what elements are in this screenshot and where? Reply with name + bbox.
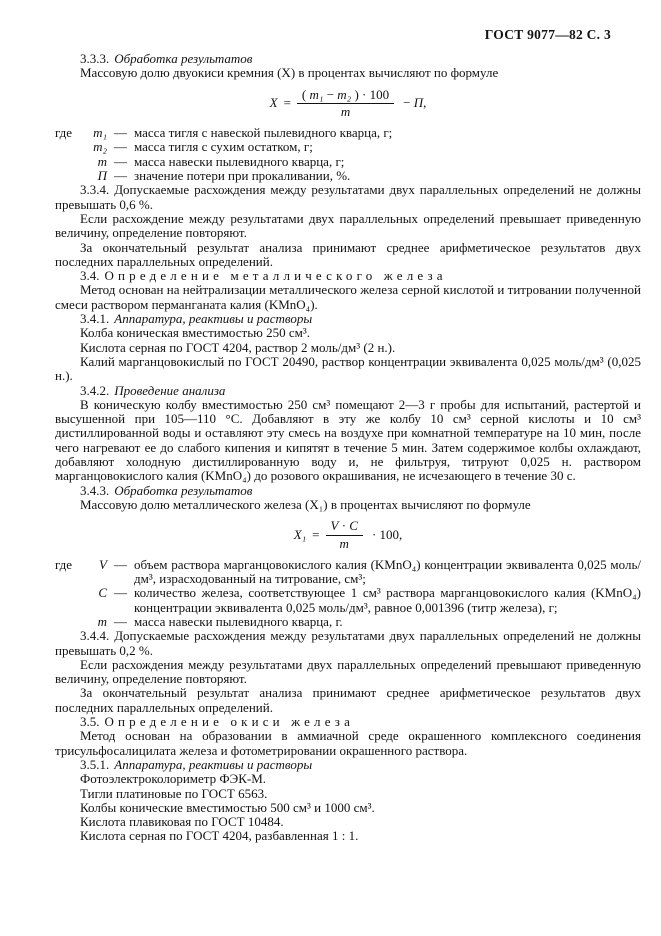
paragraph: Массовую долю двуокиси кремния (X) в процентах вычисляют по формуле [80, 65, 499, 81]
dash: — [114, 168, 127, 184]
document-body [55, 52, 641, 844]
equals-sign: = [283, 95, 291, 111]
definition-lead: где [55, 556, 73, 572]
definition-item [55, 615, 641, 629]
page-header [55, 27, 611, 43]
definition-list [55, 126, 641, 183]
formula-tail-part: · 100, [371, 526, 403, 542]
variable-symbol: m₁ [93, 125, 107, 141]
paragraph: 3.4.4. Допускаемые расхождения между результатами двух параллельных определений не должны превышать 0,2 %. [55, 628, 641, 658]
formula-expression [270, 88, 427, 120]
fraction-numerator-part: m₂ [337, 86, 352, 102]
clause-number: 3.4.1. [80, 311, 110, 327]
fraction-denominator [297, 103, 394, 119]
variable-symbol: C [98, 585, 107, 601]
variable-symbol: П [97, 168, 107, 184]
paragraph: 3.3.4. Допускаемые расхождения между результатами двух параллельных определений не должны превышать 0,6 %. [55, 182, 641, 212]
section-heading [55, 269, 641, 283]
clause-title: Обработка результатов [114, 482, 253, 498]
paragraph: Колбы конические вместимостью 500 см³ и 1000 см³. [80, 799, 375, 815]
fraction-numerator-part: V [330, 518, 339, 534]
clause-subheading [55, 384, 641, 398]
formula [55, 88, 641, 120]
clause-title: Обработка результатов [114, 51, 253, 66]
definition-text: количество железа, соответствующее 1 см³ раствора марганцовокислого калия (KMnO₄) концентрации эквивалента 0,025 моль/дм³, равное 0,001396 (титр железа), г; [134, 585, 641, 615]
definition-item [55, 126, 641, 140]
clause-subheading [55, 52, 641, 66]
fraction-numerator-part: ) · 100 [351, 86, 390, 102]
paragraph: Метод основан на образовании в аммиачной среде окрашенного комплексного соединения трисульфосалицилата железа и фотометрировании окрашенного раствора. [55, 728, 641, 758]
equals-sign: = [312, 526, 320, 542]
clause-title: Аппаратура, реактивы и растворы [114, 756, 313, 772]
variable-symbol: m₂ [93, 139, 107, 155]
paragraph: Фотоэлектроколориметр ФЭК-М. [80, 771, 267, 787]
formula-lhs-part: X₁ [293, 526, 307, 542]
fraction-numerator-part: C [349, 518, 358, 534]
definition-lead [55, 615, 84, 629]
paragraph: Кислота плавиковая по ГОСТ 10484. [80, 814, 284, 830]
fraction-denominator-part: m [339, 535, 349, 551]
dash: — [114, 139, 127, 155]
dash: — [114, 585, 127, 601]
formula-tail [403, 96, 426, 110]
dash: — [114, 556, 127, 572]
dash: — [114, 125, 127, 141]
formula-tail-part: − [403, 95, 414, 111]
definition-lead: где [55, 125, 73, 141]
paragraph: За окончательный результат анализа принимают среднее арифметическое результатов двух последних параллельных определений. [55, 685, 641, 715]
definition-lead [55, 155, 84, 169]
section-heading [55, 715, 641, 729]
paragraph: Если расхождение между результатами двух параллельных определений превышает приведенную величину, определение повторяют. [55, 210, 641, 241]
paragraph: Тигли платиновые по ГОСТ 6563. [80, 785, 268, 801]
definition-item [55, 586, 641, 615]
paragraph: Колба коническая вместимостью 250 см³. [80, 325, 310, 341]
fraction [326, 519, 363, 551]
formula-lhs-part: X [269, 95, 278, 111]
clause-number: 3.5.1. [80, 756, 110, 772]
fraction-numerator-part: m₁ [309, 86, 324, 102]
definition-item [55, 558, 641, 587]
section-title: Определение металлического железа [104, 268, 447, 284]
formula-tail [372, 528, 402, 542]
clause-title: Проведение анализа [114, 382, 226, 398]
definition-text: объем раствора марганцовокислого калия (KMnO₄) концентрации эквивалента 0,025 моль/дм³, израсходованный на титрование, см³; [134, 556, 641, 587]
section-number: 3.4. [80, 268, 100, 284]
formula-tail-part: П [413, 95, 424, 111]
clause-subheading [55, 758, 641, 772]
definition-text: масса навески пылевидного кварца, г; [134, 153, 345, 169]
fraction-numerator-part: ( [301, 86, 310, 102]
definition-item [55, 140, 641, 154]
dash: — [114, 153, 127, 169]
paragraph: В коническую колбу вместимостью 250 см³ помещают 2—3 г пробы для испытаний, растертой и высушенной при 105—110 °С. Добавляют в эту же колбу 10 см³ серной кислоты и 10 см³ дистиллированной воды и оставляют эту смесь на воздухе при комнатной температуре на 10 мин, после чего нагревают ее до слабого кипения и кипятят в течение 5 мин. Затем содержимое колбы охлаждают, добавляют холодную дистиллированную воду и, не фильтруя, титруют 0,025 н. раствором марганцовокислого калия (KMnO₄) до розового окрашивания, не исчезающего в течение 30 с. [55, 396, 641, 484]
section-title: Определение окиси железа [104, 714, 355, 730]
fraction-numerator [326, 519, 363, 534]
definition-lead [55, 586, 84, 615]
definition-text: масса тигля с навеской пылевидного кварца, г; [134, 125, 393, 141]
clause-number: 3.4.2. [80, 382, 110, 398]
definition-text: масса тигля с сухим остатком, г; [134, 139, 313, 155]
paragraph: Калий марганцовокислый по ГОСТ 20490, раствор концентрации эквивалента 0,025 моль/дм³ (0,025 н.). [55, 353, 641, 384]
header-standard-reference: ГОСТ 9077—82 С. 3 [484, 27, 611, 42]
definition-lead [55, 169, 84, 183]
section-number: 3.5. [80, 714, 100, 730]
formula [55, 519, 641, 551]
fraction-denominator-part: m [340, 103, 351, 119]
clause-title: Аппаратура, реактивы и растворы [114, 311, 313, 327]
clause-subheading [55, 484, 641, 498]
fraction-numerator [297, 88, 394, 103]
fraction-numerator-part: · [338, 518, 350, 534]
definition-text: масса навески пылевидного кварца, г. [134, 613, 343, 629]
paragraph: За окончательный результат анализа принимают среднее арифметическое результатов двух последних параллельных определений. [55, 239, 641, 269]
variable-symbol: m [97, 153, 107, 169]
clause-subheading [55, 312, 641, 326]
clause-number: 3.4.3. [80, 482, 110, 498]
definition-lead [55, 140, 84, 154]
fraction-numerator-part: − [323, 86, 338, 102]
definition-list [55, 558, 641, 629]
dash: — [114, 613, 127, 629]
fraction-denominator [326, 535, 363, 551]
variable-symbol: m [97, 613, 107, 629]
paragraph: Кислота серная по ГОСТ 4204, разбавленная 1 : 1. [80, 828, 359, 844]
formula-lhs [294, 528, 306, 542]
formula-lhs [270, 96, 278, 110]
paragraph: Кислота серная по ГОСТ 4204, раствор 2 моль/дм³ (2 н.). [80, 339, 396, 355]
paragraph: Метод основан на нейтрализации металлического железа серной кислотой и титровании полученной смеси раствором перманганата калия (KMnO₄). [55, 282, 641, 312]
paragraph: Массовую долю металлического железа (X₁) в процентах вычисляют по формуле [80, 496, 531, 512]
definition-item [55, 155, 641, 169]
formula-tail-part: , [423, 95, 427, 111]
fraction [297, 88, 394, 120]
clause-number: 3.3.3. [80, 51, 110, 66]
paragraph: Если расхождения между результатами двух параллельных определений превышают приведенную величину, определение повторяют. [55, 656, 641, 687]
variable-symbol: V [99, 556, 107, 572]
definition-text: значение потери при прокаливании, %. [134, 168, 351, 184]
definition-item [55, 169, 641, 183]
formula-expression [294, 519, 403, 551]
